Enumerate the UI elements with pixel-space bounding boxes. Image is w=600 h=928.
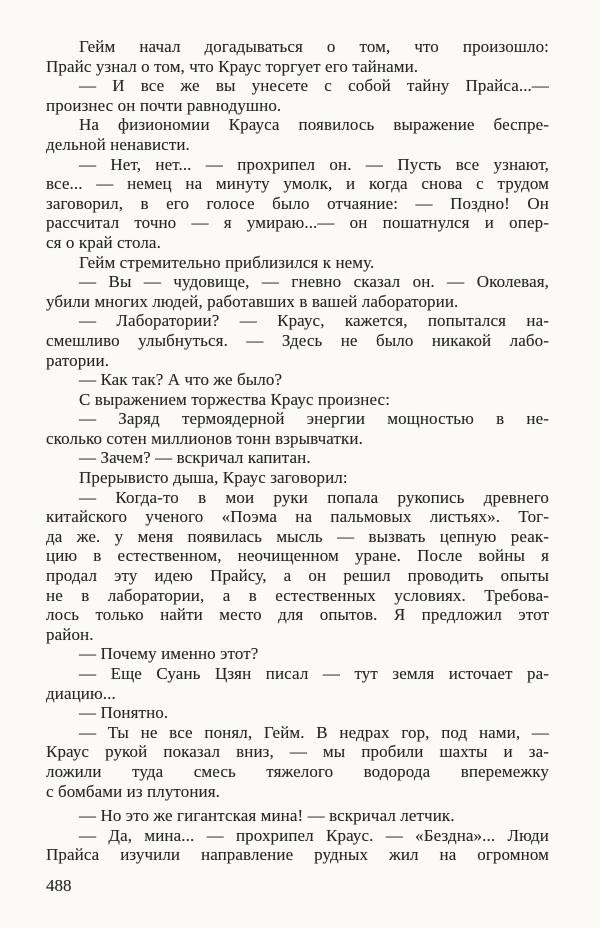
text-line: район.	[46, 624, 94, 644]
text-line: С выражением торжества Краус произнес:	[79, 389, 391, 409]
text-line: — И все же вы унесете с собой тайну Прайса...—	[79, 76, 549, 96]
text-line: — Когда-то в мои руки попала рукопись древнего	[79, 487, 549, 507]
text-line: — Как так? А что же было?	[79, 370, 283, 390]
text-line: На физиономии Крауса появилось выражение беспре-	[79, 115, 549, 135]
text-line: с бомбами из плутония.	[46, 781, 220, 801]
page-number: 488	[46, 876, 72, 895]
text-line: Прайса изучили направление рудных жил на огромном	[46, 845, 549, 865]
text-line: продал эту идею Прайсу, а он решил проводить опыты	[46, 566, 549, 586]
text-line: Прерывисто дыша, Краус заговорил:	[79, 468, 348, 488]
text-line: не в лаборатории, а в естественных условиях. Требова-	[46, 585, 549, 605]
text-line: — Лаборатории? — Краус, кажется, попытался на-	[79, 311, 549, 331]
text-line: рассчитал точно — я умираю...— он пошатнулся и опер-	[46, 213, 549, 233]
text-line: заговорил, в его голосе было отчаяние: — Поздно! Он	[46, 193, 549, 213]
text-line: Гейм начал догадываться о том, что произошло:	[79, 37, 549, 56]
text-line: — Нет, нет... — прохрипел он. — Пусть все узнают,	[79, 154, 549, 174]
text-line: цию в естественном, неочищенном уране. После войны я	[46, 546, 549, 566]
text-line: смешливо улыбнуться. — Здесь не было никакой лабо-	[46, 330, 549, 350]
text-line: — Ты не все понял, Гейм. В недрах гор, под нами, —	[79, 722, 549, 742]
text-line: убили многих людей, работавших в вашей лаборатории.	[46, 291, 459, 311]
text-line: сколько сотен миллионов тонн взрывчатки.	[46, 428, 363, 448]
text-block	[46, 37, 549, 865]
text-line: — Но это же гигантская мина! — вскричал летчик.	[79, 806, 455, 826]
text-line: произнес он почти равнодушно.	[46, 95, 282, 115]
text-line: Краус рукой показал вниз, — мы пробили шахты и за-	[46, 742, 549, 762]
text-line: лось только найти место для опытов. Я предложил этот	[46, 605, 549, 625]
text-line: да же. у меня появилась мысль — вызвать цепную реак-	[46, 526, 549, 546]
text-line: китайского ученого «Поэма на пальмовых листьях». Тог-	[46, 507, 549, 527]
text-line: дельной ненависти.	[46, 134, 190, 154]
text-line: диацию...	[46, 683, 116, 703]
text-line: Гейм стремительно приблизился к нему.	[79, 252, 375, 272]
text-line: — Зачем? — вскричал капитан.	[79, 448, 311, 468]
text-line: — Понятно.	[79, 703, 169, 723]
text-line: — Заряд термоядерной энергии мощностью в не-	[79, 409, 549, 429]
text-line: все... — немец на минуту умолк, и когда снова с трудом	[46, 174, 549, 194]
text-line: ся о край стола.	[46, 232, 161, 252]
text-line: Прайс узнал о том, что Краус торгует его тайнами.	[46, 56, 419, 76]
text-line: — Почему именно этот?	[79, 644, 259, 664]
text-line: ложили туда смесь тяжелого водорода вперемежку	[46, 761, 549, 781]
text-line: — Да, мина... — прохрипел Краус. — «Бездна»... Люди	[79, 825, 549, 845]
text-line: — Еще Суань Цзян писал — тут земля источает ра-	[79, 664, 549, 683]
text-line: — Вы — чудовище, — гневно сказал он. — Околевая,	[79, 272, 549, 292]
text-line: ратории.	[46, 350, 110, 370]
